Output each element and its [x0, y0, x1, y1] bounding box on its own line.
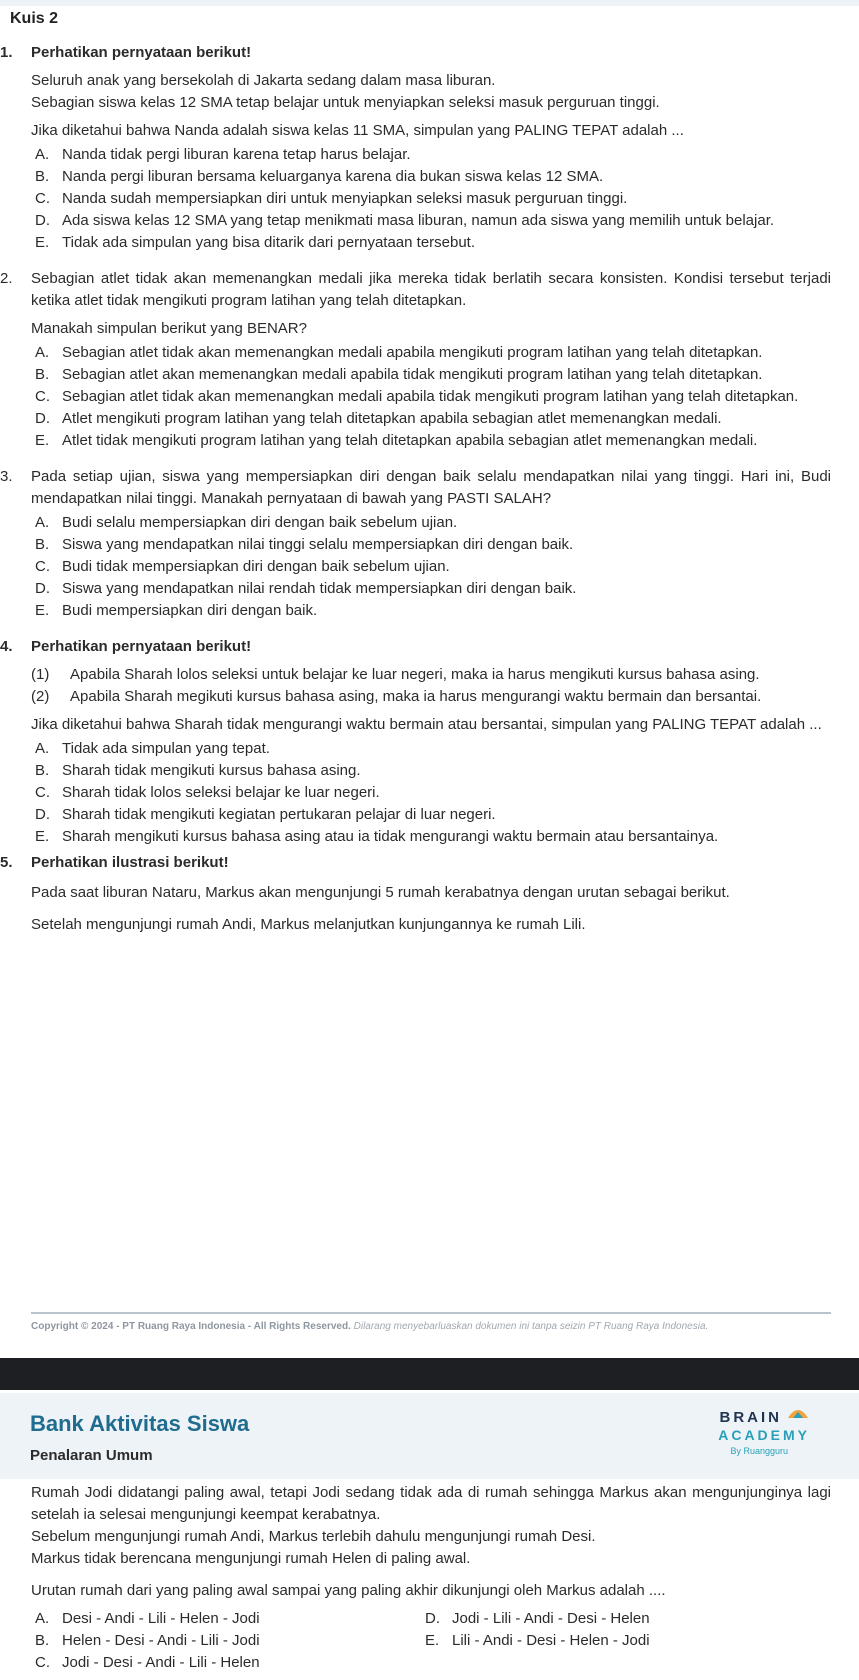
premise: Sebagian siswa kelas 12 SMA tetap belajar untuk menyiapkan seleksi masuk perguruan tinggi. — [31, 94, 660, 111]
option-letter: E. — [35, 234, 50, 251]
option-letter: C. — [35, 784, 50, 801]
option-text: Budi mempersiapkan diri dengan baik. — [62, 602, 318, 619]
option-letter: C. — [35, 558, 50, 575]
option-text: Sharah tidak mengikuti kursus bahasa asing. — [62, 762, 361, 779]
option-list — [31, 342, 831, 452]
quiz-title: Kuis 2 — [10, 10, 59, 27]
option-item — [31, 188, 831, 210]
statement-item — [31, 686, 831, 708]
option-text: Siswa yang mendapatkan nilai rendah tidak mempersiapkan diri dengan baik. — [62, 580, 577, 597]
option-text: Jodi - Lili - Andi - Desi - Helen — [452, 1610, 650, 1627]
option-letter: A. — [35, 1610, 50, 1627]
option-item — [31, 1652, 421, 1674]
option-item — [31, 1630, 421, 1652]
statement-text: Apabila Sharah lolos seleksi untuk belajar ke luar negeri, maka ia harus mengikuti kursus bahasa asing. — [70, 666, 760, 683]
option-item — [31, 760, 831, 782]
option-list — [31, 144, 831, 254]
option-letter: A. — [35, 740, 50, 757]
statement-number: (2) — [31, 688, 50, 705]
copyright-disclaimer: Dilarang menyebarluaskan dokumen ini tanpa seizin PT Ruang Raya Indonesia. — [353, 1321, 709, 1332]
option-letter: C. — [35, 1654, 50, 1671]
option-text: Tidak ada simpulan yang bisa ditarik dari pernyataan tersebut. — [62, 234, 476, 251]
option-letter: E. — [35, 432, 50, 449]
option-item — [31, 408, 831, 430]
logo-byline: By Ruangguru — [730, 1446, 788, 1456]
option-letter: D. — [35, 806, 50, 823]
option-item — [31, 578, 831, 600]
copyright-notice — [31, 1321, 831, 1332]
option-letter: B. — [35, 762, 50, 779]
option-item — [31, 386, 831, 408]
page-break-band — [0, 1358, 859, 1390]
option-letter: D. — [425, 1610, 440, 1627]
option-text: Sebagian atlet tidak akan memenangkan medali apabila mengikuti program latihan yang telah ditetapkan. — [62, 344, 763, 361]
option-letter: B. — [35, 366, 50, 383]
question-4 — [0, 636, 831, 848]
statement-number: (1) — [31, 666, 50, 683]
logo-mark-icon — [786, 1406, 810, 1426]
option-letter: D. — [35, 410, 50, 427]
option-text: Sharah mengikuti kursus bahasa asing atau ia tidak mengurangi waktu bermain atau bersantainya. — [62, 828, 719, 845]
option-text: Lili - Andi - Desi - Helen - Jodi — [452, 1632, 650, 1649]
option-text: Tidak ada simpulan yang tepat. — [62, 740, 270, 757]
option-item — [31, 534, 831, 556]
option-letter: E. — [425, 1632, 440, 1649]
option-item — [31, 600, 831, 622]
option-item — [31, 364, 831, 386]
question-heading: Perhatikan pernyataan berikut! — [31, 638, 252, 655]
option-text: Sharah tidak mengikuti kegiatan pertukaran pelajar di luar negeri. — [62, 806, 496, 823]
question-number: 5. — [0, 854, 13, 871]
option-letter: B. — [35, 168, 50, 185]
question-1 — [0, 42, 831, 254]
option-text: Jodi - Desi - Andi - Lili - Helen — [62, 1654, 260, 1671]
option-item — [31, 1608, 421, 1630]
question-2 — [0, 268, 831, 452]
option-item — [31, 556, 831, 578]
option-letter: C. — [35, 388, 50, 405]
question-3 — [0, 466, 831, 622]
option-item — [31, 782, 831, 804]
option-text: Budi selalu mempersiapkan diri dengan baik sebelum ujian. — [62, 514, 458, 531]
option-text: Desi - Andi - Lili - Helen - Jodi — [62, 1610, 260, 1627]
option-letter: E. — [35, 828, 50, 845]
option-text: Nanda sudah mempersiapkan diri untuk menyiapkan seleksi masuk perguruan tinggi. — [62, 190, 628, 207]
copyright-text: Copyright © 2024 - PT Ruang Raya Indonesia - All Rights Reserved. — [31, 1321, 351, 1332]
option-text: Atlet tidak mengikuti program latihan yang telah ditetapkan apabila sebagian atlet memenangkan medali. — [62, 432, 758, 449]
question-number: 2. — [0, 270, 13, 287]
option-text: Nanda tidak pergi liburan karena tetap harus belajar. — [62, 146, 411, 163]
option-list — [31, 512, 831, 622]
question-number: 3. — [0, 468, 13, 485]
question-heading: Perhatikan ilustrasi berikut! — [31, 854, 229, 871]
question-statement: Sebagian atlet tidak akan memenangkan medali jika mereka tidak berlatih secara konsisten. Kondisi tersebut terjadi ketika atlet tidak mengikuti program latihan yang telah ditetapkan. — [31, 270, 831, 309]
option-grid — [31, 1608, 831, 1674]
statement-item — [31, 664, 831, 686]
option-letter: A. — [35, 344, 50, 361]
option-letter: B. — [35, 1632, 50, 1649]
option-text: Atlet mengikuti program latihan yang telah ditetapkan apabila sebagian atlet memenangkan medali. — [62, 410, 722, 427]
page-one — [0, 6, 859, 1356]
option-text: Siswa yang mendapatkan nilai tinggi selalu mempersiapkan diri dengan baik. — [62, 536, 574, 553]
question-prompt: Manakah simpulan berikut yang BENAR? — [31, 320, 307, 337]
question-prompt: Jika diketahui bahwa Sharah tidak mengurangi waktu bermain atau bersantai, simpulan yang PALING TEPAT adalah ... — [31, 716, 822, 733]
page-two-content — [31, 1482, 831, 1674]
premise: Seluruh anak yang bersekolah di Jakarta sedang dalam masa liburan. — [31, 72, 496, 89]
option-text: Ada siswa kelas 12 SMA yang tetap menikmati masa liburan, namun ada siswa yang memilih untuk belajar. — [62, 212, 775, 229]
option-item — [421, 1630, 811, 1652]
logo-academy-text: ACADEMY — [718, 1427, 810, 1443]
statement-list — [31, 664, 831, 708]
option-item — [31, 144, 831, 166]
question-number: 4. — [0, 638, 13, 655]
illustration-text: Pada saat liburan Nataru, Markus akan mengunjungi 5 rumah kerabatnya dengan urutan sebagai berikut. — [31, 884, 730, 901]
option-item — [31, 210, 831, 232]
footer-divider — [31, 1312, 831, 1314]
question-prompt: Jika diketahui bahwa Nanda adalah siswa kelas 11 SMA, simpulan yang PALING TEPAT adalah ... — [31, 122, 684, 139]
illustration-text: Rumah Jodi didatangi paling awal, tetapi Jodi sedang tidak ada di rumah sehingga Markus akan mengunjunginya lagi setelah ia selesai mengunjungi keempat kerabatnya. — [31, 1484, 831, 1523]
option-letter: C. — [35, 190, 50, 207]
option-letter: D. — [35, 212, 50, 229]
option-text: Sharah tidak lolos seleksi belajar ke luar negeri. — [62, 784, 380, 801]
option-item — [31, 826, 831, 848]
illustration-text: Markus tidak berencana mengunjungi rumah Helen di paling awal. — [31, 1550, 471, 1567]
option-letter: D. — [35, 580, 50, 597]
header-title: Bank Aktivitas Siswa — [30, 1411, 250, 1436]
question-number: 1. — [0, 44, 13, 61]
option-item — [31, 232, 831, 254]
option-text: Budi tidak mempersiapkan diri dengan baik sebelum ujian. — [62, 558, 450, 575]
question-statement: Pada setiap ujian, siswa yang mempersiapkan diri dengan baik selalu mendapatkan nilai yang tinggi. Hari ini, Budi mendapatkan nilai tinggi. Manakah pernyataan di bawah yang PASTI SALAH? — [31, 468, 831, 507]
option-letter: A. — [35, 514, 50, 531]
question-heading: Perhatikan pernyataan berikut! — [31, 44, 252, 61]
option-item — [31, 512, 831, 534]
option-text: Nanda pergi liburan bersama keluarganya karena dia bukan siswa kelas 12 SMA. — [62, 168, 604, 185]
illustration-text: Setelah mengunjungi rumah Andi, Markus melanjutkan kunjungannya ke rumah Lili. — [31, 916, 586, 933]
brain-academy-logo — [680, 1409, 810, 1469]
page-two-header — [0, 1393, 859, 1479]
option-list — [31, 738, 831, 848]
statement-text: Apabila Sharah megikuti kursus bahasa asing, maka ia harus mengurangi waktu bermain dan bersantai. — [70, 688, 762, 705]
option-letter: E. — [35, 602, 50, 619]
logo-brain-text: BRAIN — [719, 1409, 782, 1426]
option-letter: A. — [35, 146, 50, 163]
question-prompt: Urutan rumah dari yang paling awal sampai yang paling akhir dikunjungi oleh Markus adalah .... — [31, 1582, 666, 1599]
option-text: Sebagian atlet tidak akan memenangkan medali apabila tidak mengikuti program latihan yang telah ditetapkan. — [62, 388, 799, 405]
option-item — [31, 804, 831, 826]
option-item — [31, 430, 831, 452]
option-text: Sebagian atlet akan memenangkan medali apabila tidak mengikuti program latihan yang telah ditetapkan. — [62, 366, 763, 383]
option-item — [31, 738, 831, 760]
option-text: Helen - Desi - Andi - Lili - Jodi — [62, 1632, 260, 1649]
option-item — [421, 1608, 811, 1630]
option-item — [31, 342, 831, 364]
question-5 — [0, 852, 831, 936]
illustration-text: Sebelum mengunjungi rumah Andi, Markus terlebih dahulu mengunjungi rumah Desi. — [31, 1528, 596, 1545]
option-letter: B. — [35, 536, 50, 553]
option-item — [31, 166, 831, 188]
header-subtitle: Penalaran Umum — [30, 1447, 153, 1464]
questions-area — [0, 42, 831, 950]
